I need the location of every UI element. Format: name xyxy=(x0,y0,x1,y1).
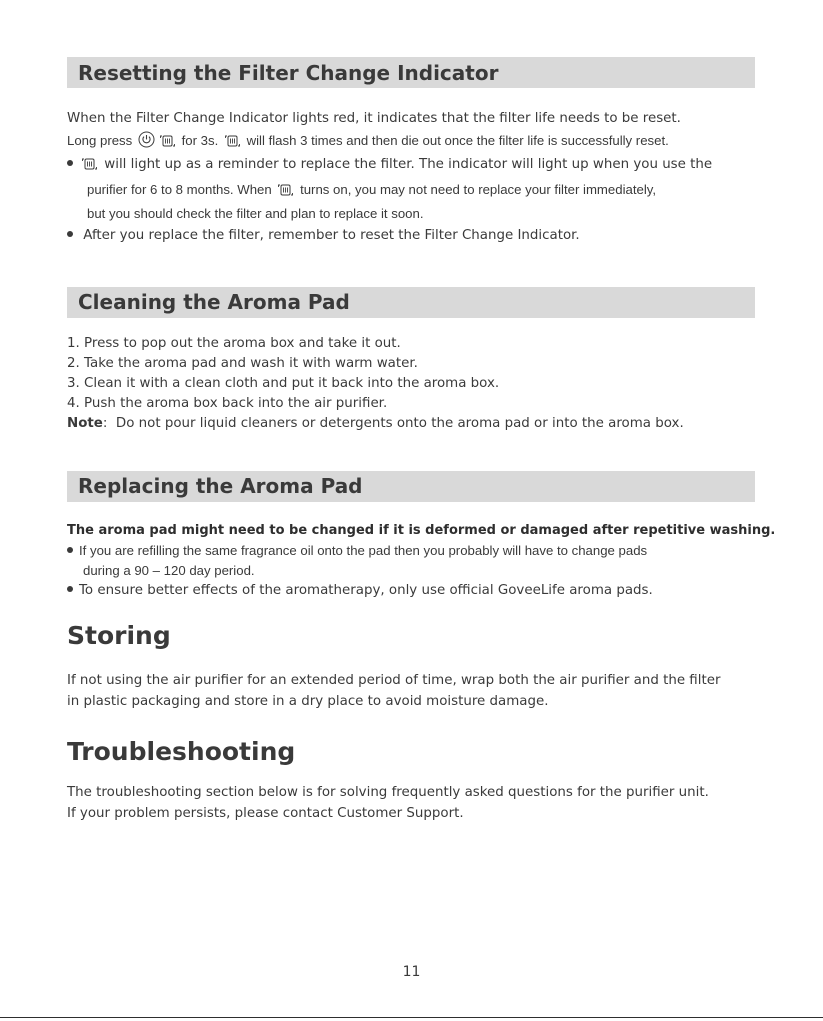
reset-bullet-1-cont xyxy=(67,179,755,204)
reset-bullet-1-c: but you should check the filter and plan to replace it soon. xyxy=(87,206,424,222)
storing-line-1: If not using the air purifier for an extended period of time, wrap both the air purifier and the filter xyxy=(67,672,721,688)
section-heading: Replacing the Aroma Pad xyxy=(67,471,755,502)
cleaning-step: 2. Take the aroma pad and wash it with warm water. xyxy=(67,355,418,371)
filter-indicator-icon xyxy=(277,182,294,204)
power-icon xyxy=(138,131,155,155)
section-storing xyxy=(67,621,755,713)
replacing-intro: The aroma pad might need to be changed if it is deformed or damaged after repetitive washing. xyxy=(67,522,776,538)
reset-line-2-b: for 3s. xyxy=(181,132,219,148)
replacing-bullet-1-b: during a 90 – 120 day period. xyxy=(83,562,255,578)
section-replacing xyxy=(67,471,776,601)
replacing-bullet-1 xyxy=(67,541,755,561)
bullet-icon xyxy=(67,231,73,237)
manual-page xyxy=(67,57,776,825)
page-number: 11 xyxy=(402,964,421,980)
bottom-rule xyxy=(0,1017,823,1018)
replacing-bullet-2-text: To ensure better effects of the aromatherapy, only use official GoveeLife aroma pads. xyxy=(79,582,653,598)
section-heading: Troubleshooting xyxy=(67,736,296,766)
reset-line-2-c: will flash 3 times and then die out once the filter life is successfully reset. xyxy=(246,132,669,148)
section-cleaning xyxy=(67,287,755,434)
section-heading: Resetting the Filter Change Indicator xyxy=(67,57,755,88)
cleaning-note xyxy=(67,414,755,434)
troubleshooting-line-1: The troubleshooting section below is for solving frequently asked questions for the purifier unit. xyxy=(67,784,709,800)
storing-line-2: in plastic packaging and store in a dry place to avoid moisture damage. xyxy=(67,694,549,710)
reset-bullet-1-b2: turns on, you may not need to replace your filter immediately, xyxy=(300,181,657,197)
reset-bullet-1 xyxy=(67,154,755,179)
cleaning-step: 1. Press to pop out the aroma box and take it out. xyxy=(67,335,401,351)
cleaning-step: 4. Push the aroma box back into the air purifier. xyxy=(67,395,388,411)
reset-line-2 xyxy=(67,130,755,155)
bullet-icon xyxy=(67,160,73,166)
filter-indicator-icon xyxy=(81,157,98,179)
reset-line-1: When the Filter Change Indicator lights red, it indicates that the filter life needs to be reset. xyxy=(67,111,681,126)
section-heading: Cleaning the Aroma Pad xyxy=(67,287,755,318)
cleaning-step: 3. Clean it with a clean cloth and put it back into the aroma box. xyxy=(67,375,500,391)
reset-line-2-a: Long press xyxy=(67,132,133,148)
section-reset xyxy=(67,57,755,247)
filter-indicator-icon xyxy=(224,133,241,155)
note-text: Do not pour liquid cleaners or detergents onto the aroma pad or into the aroma box. xyxy=(115,415,684,431)
section-heading: Storing xyxy=(67,620,171,650)
reset-bullet-2 xyxy=(67,225,755,247)
note-label: Note xyxy=(67,415,103,431)
reset-bullet-2-text: After you replace the filter, remember to reset the Filter Change Indicator. xyxy=(83,227,580,243)
troubleshooting-line-2: If your problem persists, please contact Customer Support. xyxy=(67,806,464,822)
reset-bullet-1-a: will light up as a reminder to replace the filter. The indicator will light up when you use the xyxy=(104,157,713,173)
bullet-icon xyxy=(67,547,73,553)
reset-bullet-1-b1: purifier for 6 to 8 months. When xyxy=(87,181,272,197)
note-separator: : xyxy=(102,415,108,431)
section-troubleshooting xyxy=(67,737,755,825)
bullet-icon xyxy=(67,586,73,592)
replacing-bullet-2 xyxy=(67,581,755,601)
replacing-bullet-1-a: If you are refilling the same fragrance oil onto the pad then you probably will have to change pads xyxy=(79,542,648,558)
filter-indicator-icon xyxy=(159,133,176,155)
